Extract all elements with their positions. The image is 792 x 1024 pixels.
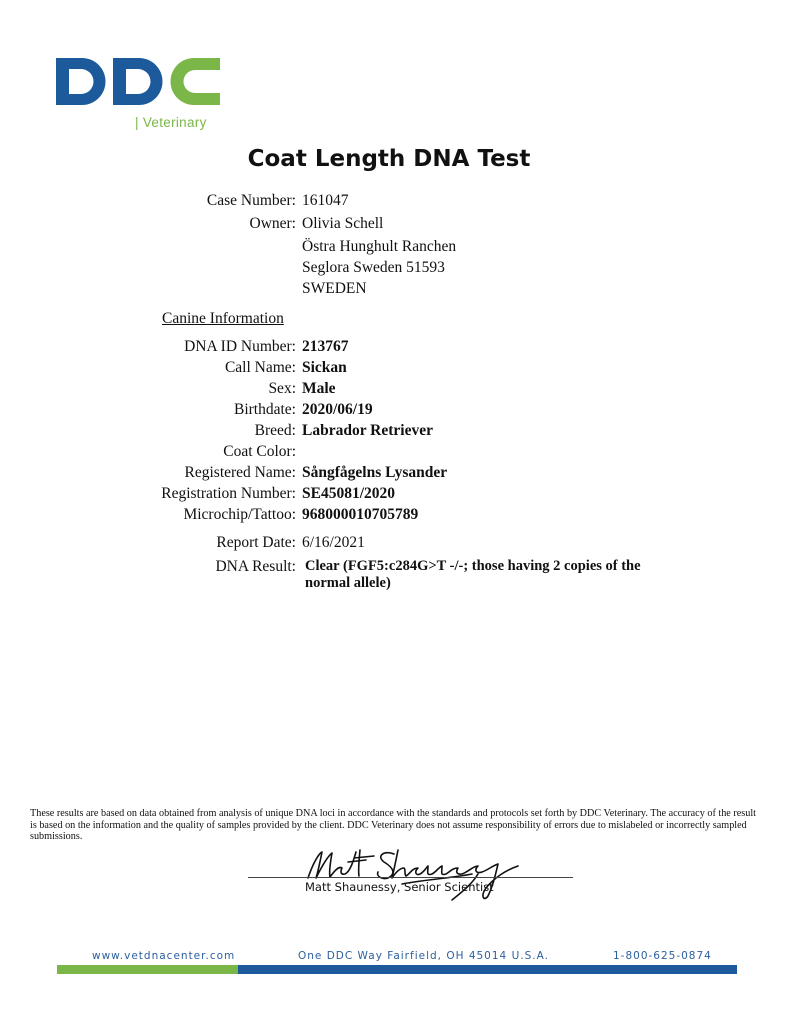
signature-line	[248, 877, 573, 878]
dna-id-value: 213767	[302, 338, 349, 355]
breed-label: Breed:	[254, 422, 296, 439]
microchip-value: 968000010705789	[302, 506, 419, 523]
sex-value: Male	[302, 380, 336, 397]
owner-address-line: Östra Hunghult Ranchen	[302, 238, 457, 255]
registration-number-value: SE45081/2020	[302, 485, 396, 502]
breed-value: Labrador Retriever	[302, 422, 433, 439]
page-title: Coat Length DNA Test	[247, 146, 531, 172]
report-date-label: Report Date:	[216, 534, 296, 551]
case-number-label: Case Number:	[206, 192, 296, 209]
canine-information-heading: Canine Information	[162, 310, 284, 327]
owner-label: Owner:	[249, 215, 296, 232]
birthdate-value: 2020/06/19	[302, 401, 373, 418]
sex-label: Sex:	[268, 380, 296, 397]
signer-name: Matt Shaunessy, Senior Scientist	[305, 880, 494, 894]
birthdate-label: Birthdate:	[234, 401, 296, 418]
call-name-value: Sickan	[302, 359, 347, 376]
coat-color-label: Coat Color:	[223, 443, 296, 460]
logo-subtitle: | Veterinary	[135, 115, 207, 130]
case-number-value: 161047	[302, 192, 349, 209]
call-name-label: Call Name:	[224, 359, 296, 376]
disclaimer-text: These results are based on data obtained from analysis of unique DNA loci in accordance with the standards and protocols set forth by DDC Veterinary. The accuracy of the result is based on the information and the quality of samples provided by the client. DDC Veterinary does not assume responsibility of errors due to mislabeled or incorrectly sampled submissions.	[30, 808, 757, 843]
dna-result-value: Clear (FGF5:c284G>T -/-; those having 2 copies of the normal allele)	[305, 558, 641, 591]
owner-address-line: Seglora Sweden 51593	[302, 259, 445, 276]
footer-website: www.vetdnacenter.com	[92, 950, 236, 962]
footer-phone: 1-800-625-0874	[613, 950, 712, 962]
owner-name: Olivia Schell	[302, 215, 384, 232]
dna-result-label: DNA Result:	[215, 558, 296, 575]
footer-address: One DDC Way Fairfield, OH 45014 U.S.A.	[298, 950, 549, 962]
dna-id-label: DNA ID Number:	[184, 338, 296, 355]
registration-number-label: Registration Number:	[161, 485, 296, 502]
microchip-label: Microchip/Tattoo:	[183, 506, 296, 523]
footer-bar-blue	[238, 965, 737, 974]
owner-country: SWEDEN	[302, 280, 367, 297]
registered-name-value: Sångfågelns Lysander	[302, 464, 448, 481]
registered-name-label: Registered Name:	[184, 464, 296, 481]
footer-bar-green	[57, 965, 238, 974]
report-date-value: 6/16/2021	[302, 534, 365, 551]
